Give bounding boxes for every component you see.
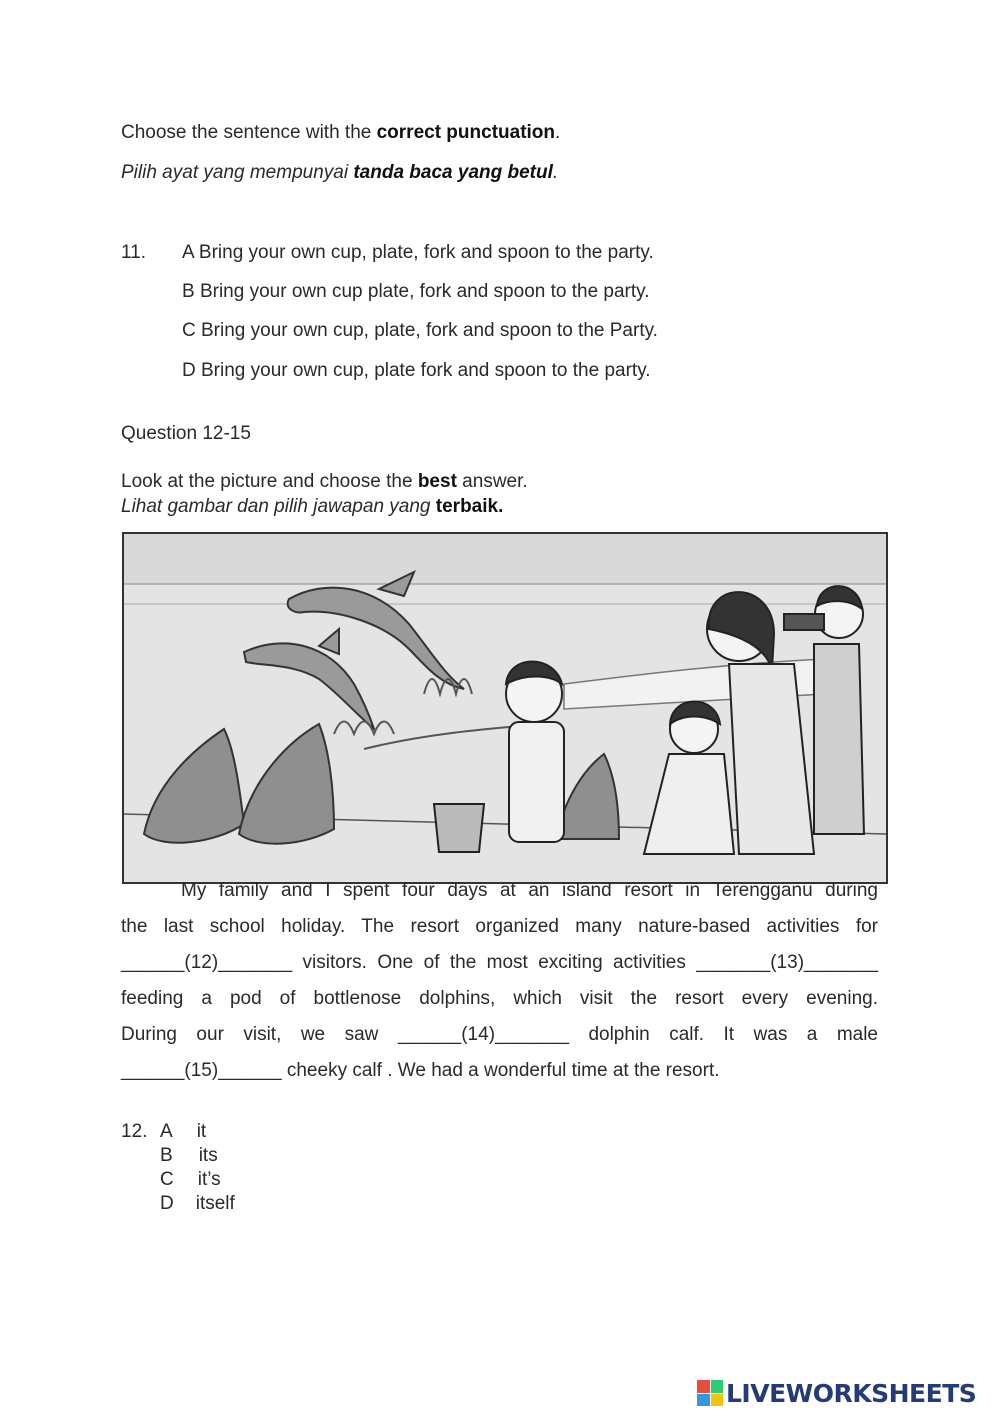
section-heading: Question 12-15 (121, 423, 251, 444)
instruction-english: Choose the sentence with the correct punctuation. (121, 122, 561, 143)
section-instruction-malay: Lihat gambar dan pilih jawapan yang terbaik. (121, 496, 504, 517)
passage-line-6: ______(15)______ cheeky calf . We had a wonderful time at the resort. (121, 1060, 720, 1081)
passage-line-1: My family and I spent four days at an island resort in Terengganu during (181, 880, 878, 901)
section-instruction-english: Look at the picture and choose the best answer. (121, 471, 528, 492)
passage-line-4: feeding a pod of bottlenose dolphins, which visit the resort every evening. (121, 988, 878, 1009)
question-12-number: 12. (121, 1121, 148, 1142)
logo-grid-icon (697, 1380, 723, 1406)
instruction-malay: Pilih ayat yang mempunyai tanda baca yang betul. (121, 162, 559, 183)
passage-line-2: the last school holiday. The resort organized many nature-based activities for (121, 916, 878, 937)
question-11-option-a[interactable]: A Bring your own cup, plate, fork and spoon to the party. (182, 242, 654, 263)
dolphin-feeding-illustration (122, 532, 888, 884)
question-12-option-c[interactable]: C it’s (160, 1169, 221, 1190)
logo-text: LIVEWORKSHEETS (726, 1378, 977, 1408)
question-12-option-b[interactable]: B its (160, 1145, 218, 1166)
question-11-number: 11. (121, 242, 147, 263)
passage-line-5: During our visit, we saw ______(14)_______ dolphin calf. It was a male (121, 1024, 878, 1045)
passage-line-3: ______(12)_______ visitors. One of the most exciting activities _______(13)_______ (121, 952, 878, 973)
question-11-option-b[interactable]: B Bring your own cup plate, fork and spoon to the party. (182, 281, 650, 302)
question-11-option-d[interactable]: D Bring your own cup, plate fork and spoon to the party. (182, 360, 651, 381)
question-12-option-a[interactable]: A it (160, 1121, 207, 1142)
liveworksheets-logo (697, 1379, 976, 1407)
question-11-option-c[interactable]: C Bring your own cup, plate, fork and spoon to the Party. (182, 320, 658, 341)
question-12-option-d[interactable]: D itself (160, 1193, 235, 1214)
